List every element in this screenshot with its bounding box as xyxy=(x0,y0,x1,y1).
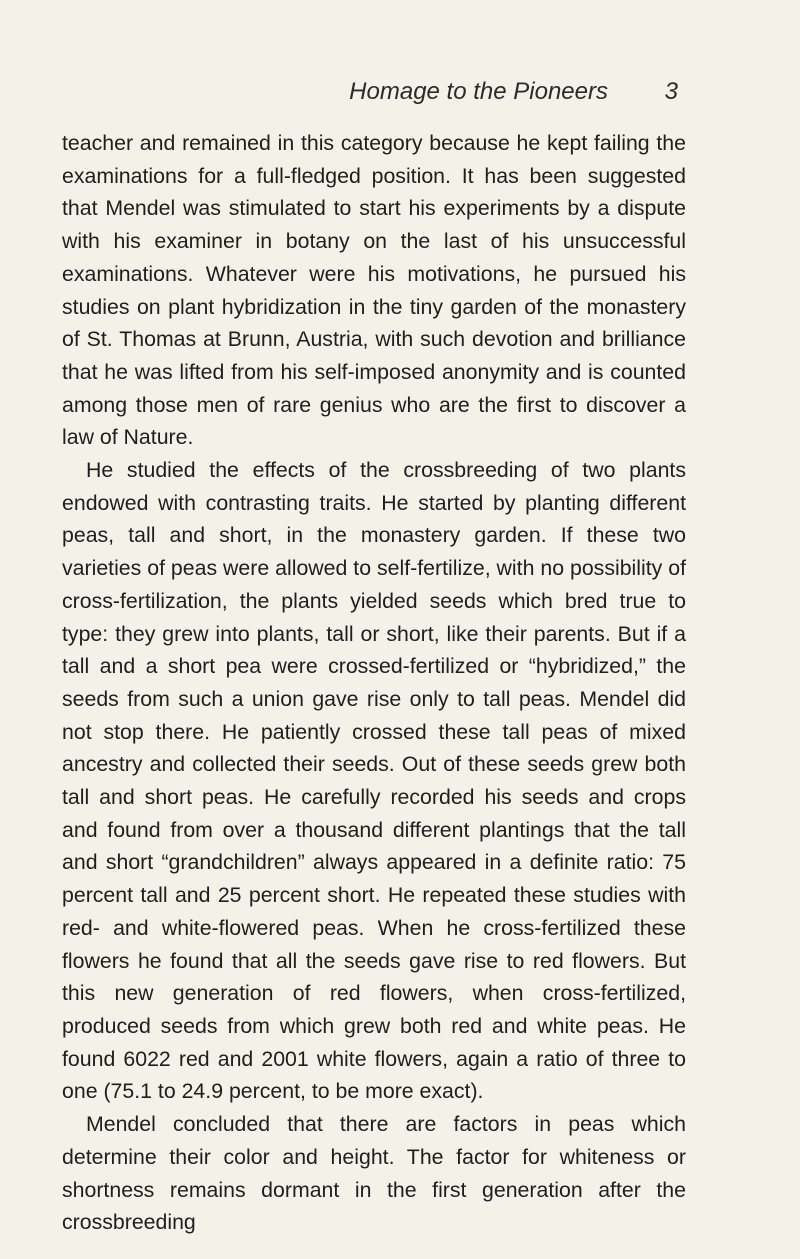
paragraph-1: teacher and remained in this category because he kept failing the examinations for a full-fledged position. It has been suggested that Mendel was stimulated to start his experiments by a dispute with his examiner in botany on the last of his unsuccessful examinations. Whatever were his motivations, he pursued his studies on plant hybridization in the tiny garden of the monastery of St. Thomas at Brunn, Austria, with such devotion and brilliance that he was lifted from his self-imposed anonymity and is counted among those men of rare genius who are the first to discover a law of Nature. xyxy=(62,131,686,450)
running-title: Homage to the Pioneers xyxy=(349,78,608,105)
running-head xyxy=(0,78,678,118)
paragraph-3: Mendel concluded that there are factors in peas which determine their color and height. The factor for whiteness or shortness remains dormant in the first generation after the crossbreeding xyxy=(62,1112,686,1235)
paragraph-2: He studied the effects of the crossbreeding of two plants endowed with contrasting traits. He started by planting different peas, tall and short, in the monastery garden. If these two varieties of peas were allowed to self-fertilize, with no possibility of cross-fertilization, the plants yielded seeds which bred true to type: they grew into plants, tall or short, like their parents. But if a tall and a short pea were crossed-fertilized or “hybridized,” the seeds from such a union gave rise only to tall peas. Mendel did not stop there. He patiently crossed these tall peas of mixed ancestry and collected their seeds. Out of these seeds grew both tall and short peas. He carefully recorded his seeds and crops and found from over a thousand different plantings that the tall and short “grandchildren” always appeared in a definite ratio: 75 percent tall and 25 percent short. He repeated these studies with red- and white-flowered peas. When he cross-fertilized these flowers he found that all the seeds gave rise to red flowers. But this new generation of red flowers, when cross-fertilized, produced seeds from which grew both red and white peas. He found 6022 red and 2001 white flowers, again a ratio of three to one (75.1 to 24.9 percent, to be more exact). xyxy=(62,458,686,1104)
page-number: 3 xyxy=(664,78,678,105)
body-text xyxy=(62,127,686,1239)
